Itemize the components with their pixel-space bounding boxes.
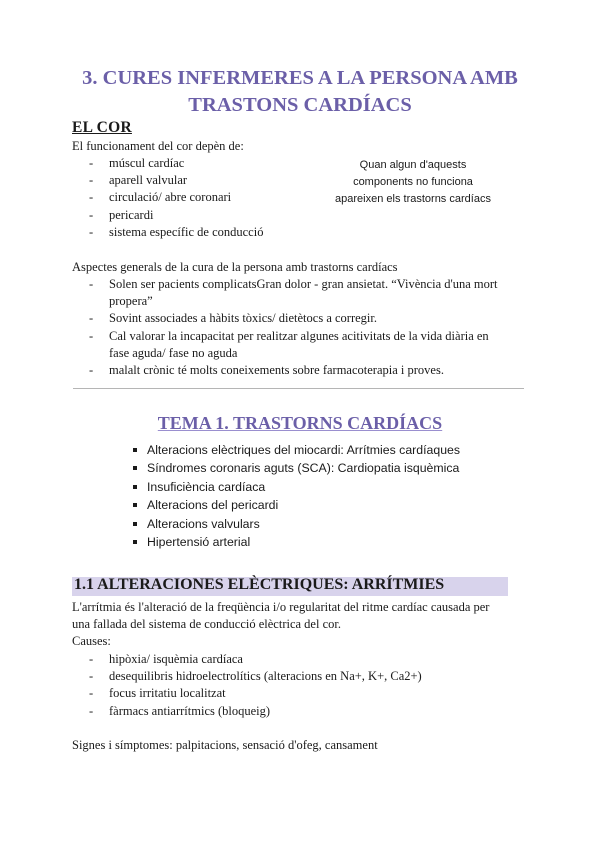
list-item: Insuficiència cardíaca bbox=[133, 478, 513, 496]
list-item: Alteracions valvulars bbox=[133, 515, 513, 533]
list-item: Hipertensió arterial bbox=[133, 533, 513, 551]
list-item: - Solen ser pacients complicatsGran dolor - gran ansietat. “Vivència d'una mort propera” bbox=[89, 276, 529, 310]
list-item: - circulació/ abre coronari bbox=[89, 189, 319, 206]
divider bbox=[73, 388, 524, 389]
list-item: - focus irritatiu localitzat bbox=[89, 685, 519, 702]
aspectes-intro: Aspectes generals de la cura de la persona amb trastorns cardíacs bbox=[72, 260, 398, 274]
aspectes-list bbox=[89, 276, 529, 379]
signes-simptomes: Signes i símptomes: palpitacions, sensació d'ofeg, cansament bbox=[72, 738, 378, 752]
list-item: Alteracions del pericardi bbox=[133, 496, 513, 514]
el-cor-list bbox=[89, 155, 319, 241]
list-item: Síndromes coronaris aguts (SCA): Cardiopatia isquèmica bbox=[133, 459, 513, 477]
section-heading-band bbox=[72, 577, 508, 596]
side-note: Quan algun d'aquests components no funciona apareixen els trastorns cardíacs bbox=[335, 159, 491, 205]
section-heading-1-1: 1.1 ALTERACIONES ELÈCTRIQUES: ARRÍTMIES bbox=[74, 576, 445, 593]
list-item: - sistema específic de conducció bbox=[89, 224, 319, 241]
el-cor-intro: El funcionament del cor depèn de: bbox=[72, 139, 244, 153]
list-item: - hipòxia/ isquèmia cardíaca bbox=[89, 651, 519, 668]
list-item: - pericardi bbox=[89, 207, 319, 224]
list-item: - Cal valorar la incapacitat per realitzar algunes acitivitats de la vida diària en fase aguda/ fase no aguda bbox=[89, 328, 529, 362]
tema-title: TEMA 1. TRASTORNS CARDÍACS bbox=[157, 413, 443, 433]
page-title-line-1: 3. CURES INFERMERES A LA PERSONA AMB bbox=[82, 67, 518, 89]
list-item: - fàrmacs antiarrítmics (bloqueig) bbox=[89, 703, 519, 720]
list-item: - malalt crònic té molts coneixements sobre farmacoterapia i proves. bbox=[89, 362, 529, 379]
arritmia-paragraph: L'arrítmia és l'alteració de la freqüència i/o regularitat del ritme cardíac causada per una fallada del sistema de conducció elèctrica del cor. bbox=[72, 600, 490, 631]
list-item: - desequilibris hidroelectrolítics (alteracions en Na+, K+, Ca2+) bbox=[89, 668, 519, 685]
page-title-line-2: TRASTONS CARDÍACS bbox=[188, 94, 412, 116]
list-item: - aparell valvular bbox=[89, 172, 319, 189]
list-item: - múscul cardíac bbox=[89, 155, 319, 172]
section-heading-el-cor: EL COR bbox=[72, 119, 132, 136]
tema-list bbox=[133, 441, 513, 551]
causes-list bbox=[89, 651, 519, 720]
list-item: - Sovint associades a hàbits tòxics/ dietètocs a corregir. bbox=[89, 310, 529, 327]
list-item: Alteracions elèctriques del miocardi: Arrítmies cardíaques bbox=[133, 441, 513, 459]
causes-label: Causes: bbox=[72, 634, 111, 648]
